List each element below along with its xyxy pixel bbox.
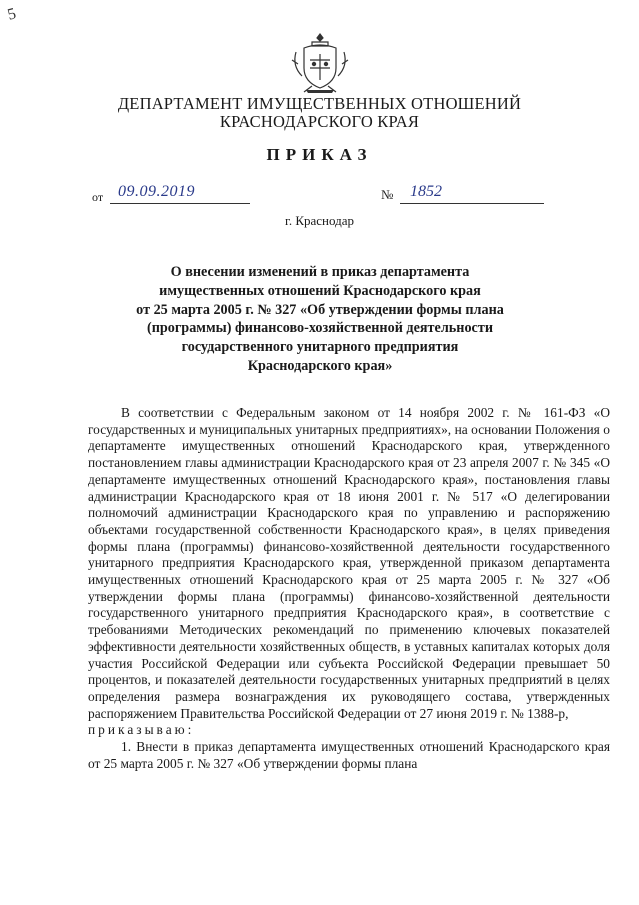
order-directive: приказываю: xyxy=(88,722,195,738)
subject-line: (программы) финансово-хозяйственной деятельности xyxy=(146,320,493,337)
subject-line: имущественных отношений Краснодарского края xyxy=(159,282,481,299)
item-1-paragraph: 1. Внести в приказ департамента имущественных отношений Краснодарского края от 25 марта 2005 г. № 327 «Об утверждении формы плана xyxy=(88,739,610,771)
subject-line: О внесении изменений в приказ департамента xyxy=(170,264,470,280)
number-underline xyxy=(400,203,544,204)
coat-of-arms-icon xyxy=(290,30,350,94)
number-label: № xyxy=(381,187,394,202)
order-subject xyxy=(120,263,520,376)
order-body xyxy=(88,405,610,772)
subject-line: от 25 марта 2005 г. № 327 «Об утверждении формы плана xyxy=(136,301,504,318)
document-title: ПРИКАЗ xyxy=(266,145,373,164)
date-underline xyxy=(110,203,250,204)
subject-line: государственного унитарного предприятия xyxy=(181,339,459,356)
city: г. Краснодар xyxy=(284,213,355,228)
department-name-line2: КРАСНОДАРСКОГО КРАЯ xyxy=(219,112,420,131)
handwritten-date: 09.09.2019 xyxy=(118,183,195,200)
department-name-line1: ДЕПАРТАМЕНТ ИМУЩЕСТВЕННЫХ ОТНОШЕНИЙ xyxy=(117,94,522,113)
preamble-paragraph: В соответствии с Федеральным законом от 14 ноября 2002 г. № 161-ФЗ «О государственных и муниципальных унитарных предприятиях», на основании Положения о департаменте имущественных отношений Краснодарского края, утвержденного постановлением главы администрации Краснодарского края от 23 апреля 2007 г. № 345 «О департаменте имущественных отношений Краснодарского края», постановления главы администрации Краснодарского края от 18 июня 2001 г. № 517 «О делегировании полномочий администрации Краснодарского края по управлению и распоряжению объектами государственной собственности Краснодарского края», в целях приведения формы плана (программы) финансово-хозяйственной деятельности государственного унитарного предприятия Краснодарского края, утвержденной приказом департамента имущественных отношений Краснодарского края от 25 марта 2005 г. № 327 «Об утверждении формы плана (программы) финансово-хозяйственной деятельности государственного унитарного предприятия Краснодарского края», в соответствие с требованиями Методических рекомендаций по применению ключевых показателей эффективности деятельности хозяйственных обществ, в уставных капиталах которых доля участия Российской Федерации или субъекта Российской Федерации превышает 50 процентов, и показателей деятельности государственных унитарных предприятий в целях определения размера вознаграждения их руководящего состава, утвержденных распоряжением Правительства Российской Федерации от 27 июня 2019 г. № 1388-р, xyxy=(88,405,610,721)
date-label: от xyxy=(92,190,104,204)
subject-line: Краснодарского края» xyxy=(247,357,393,374)
page-number-mark: 5 xyxy=(5,5,18,24)
handwritten-number: 1852 xyxy=(410,183,442,200)
